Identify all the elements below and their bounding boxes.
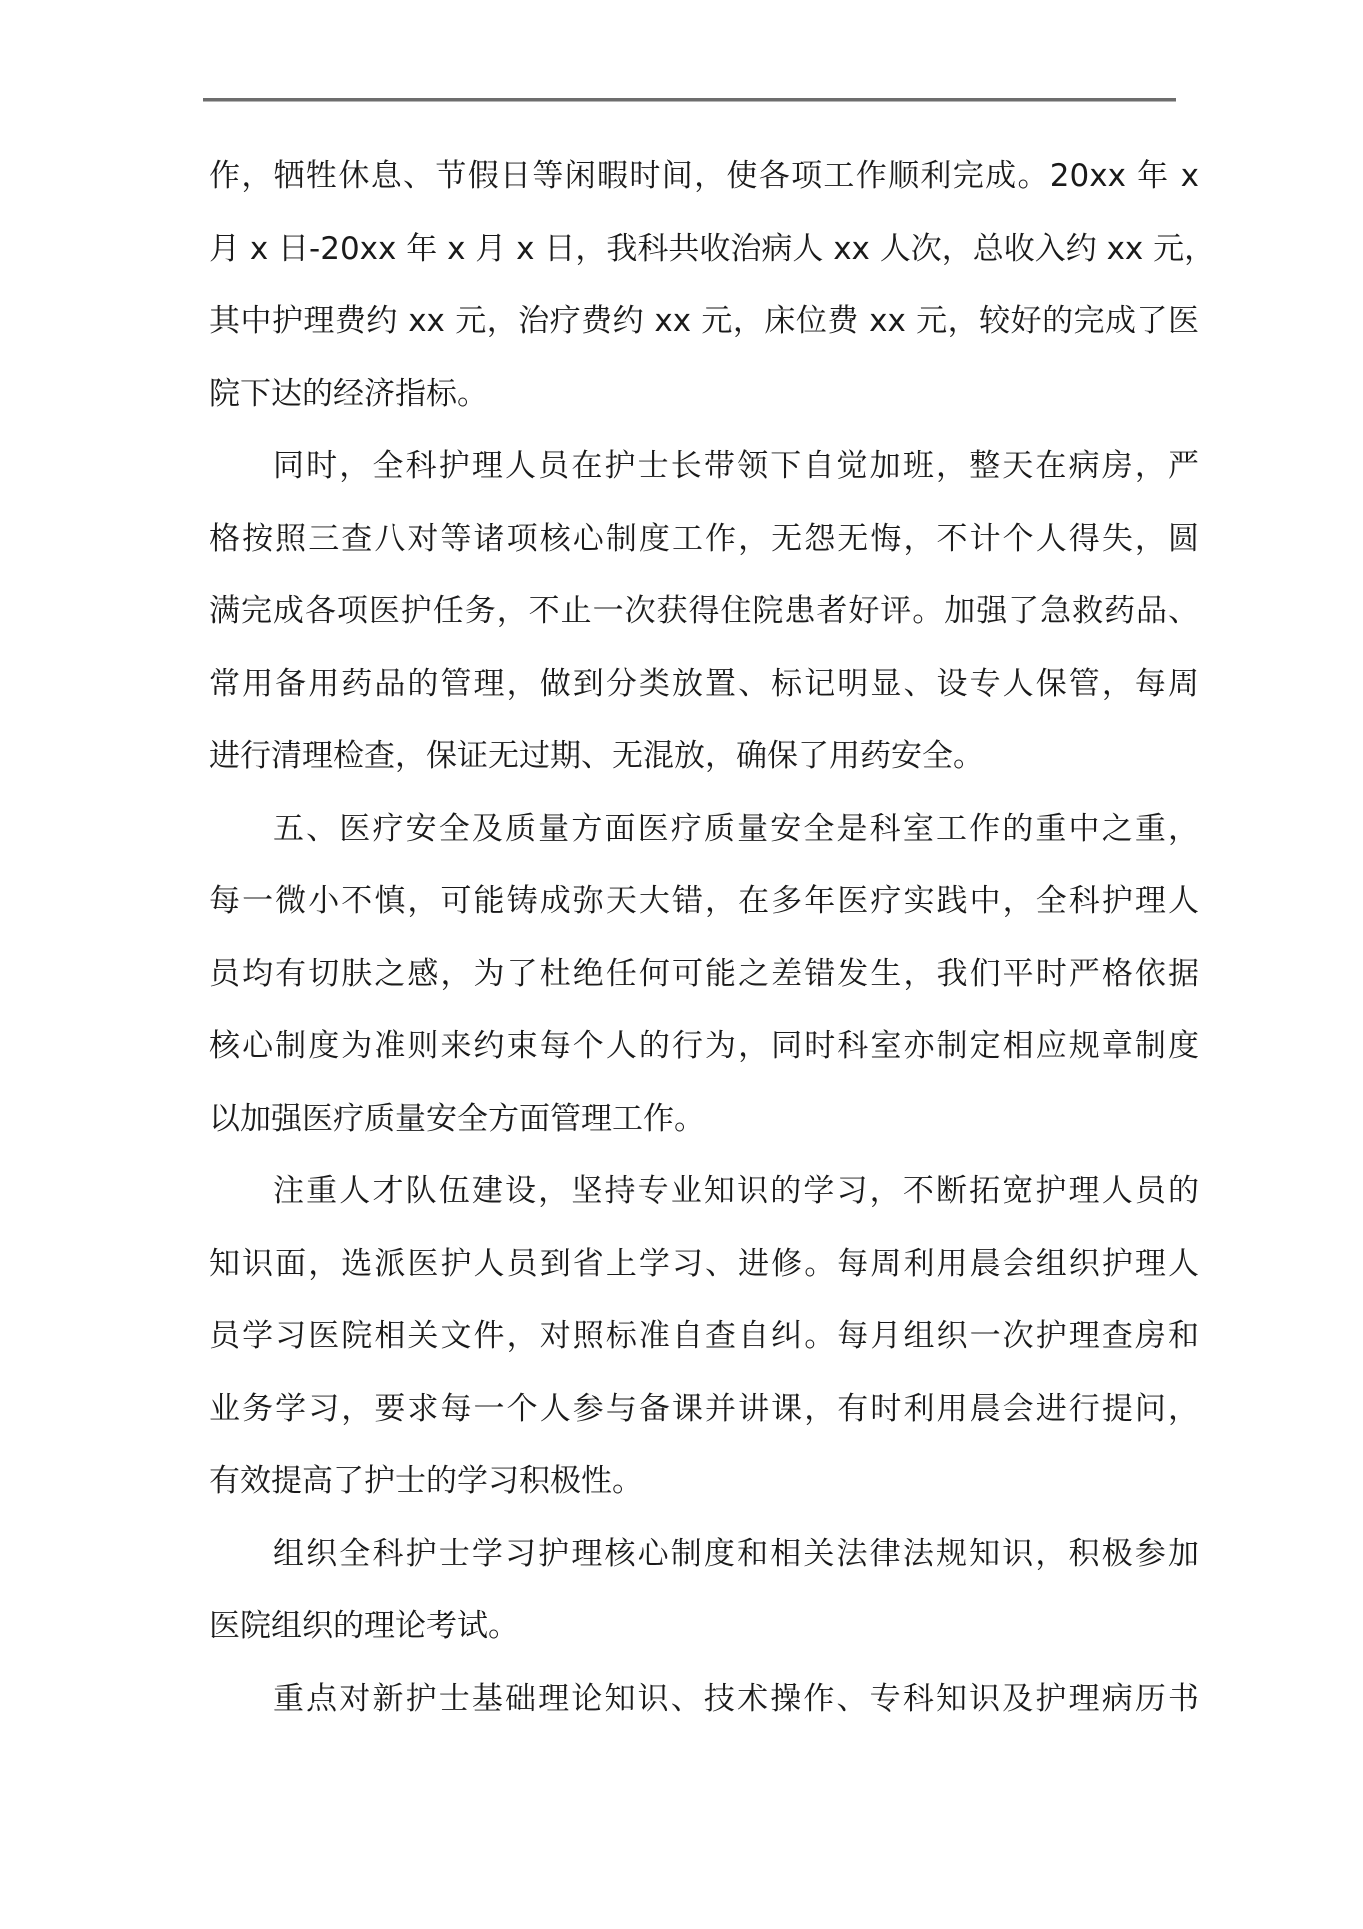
text-line: 员学习医院相关文件，对照标准自查自纠。每月组织一次护理查房和 xyxy=(209,1318,1199,1354)
text-line: 月 x 日-20xx 年 x 月 x 日，我科共收治病人 xx 人次，总收入约 xx 元， xyxy=(209,230,1216,267)
text-line: 核心制度为准则来约束每个人的行为，同时科室亦制定相应规章制度 xyxy=(209,1028,1199,1064)
text-line: 员均有切肤之感，为了杜绝任何可能之差错发生，我们平时严格依据 xyxy=(209,955,1199,992)
text-line: 院下达的经济指标。 xyxy=(209,375,488,412)
header-rule xyxy=(203,98,1176,102)
text-line: 业务学习，要求每一个人参与备课并讲课，有时利用晨会进行提问， xyxy=(209,1390,1199,1427)
paragraph-first-line: 五、医疗安全及质量方面医疗质量安全是科室工作的重中之重， xyxy=(273,810,1199,847)
paragraph-first-line: 同时，全科护理人员在护士长带领下自觉加班，整天在病房，严 xyxy=(273,448,1199,484)
text-line: 知识面，选派医护人员到省上学习、进修。每周利用晨会组织护理人 xyxy=(209,1245,1199,1282)
text-line: 医院组织的理论考试。 xyxy=(209,1608,519,1644)
paragraph-first-line: 注重人才队伍建设，坚持专业知识的学习，不断拓宽护理人员的 xyxy=(273,1173,1199,1209)
text-line: 有效提高了护士的学习积极性。 xyxy=(209,1463,643,1499)
text-line: 常用备用药品的管理，做到分类放置、标记明显、设专人保管，每周 xyxy=(209,665,1199,702)
text-line: 每一微小不慎，可能铸成弥天大错，在多年医疗实践中，全科护理人 xyxy=(209,883,1199,919)
text-line: 其中护理费约 xx 元，治疗费约 xx 元，床位费 xx 元，较好的完成了医 xyxy=(209,303,1199,339)
text-line: 以加强医疗质量安全方面管理工作。 xyxy=(209,1100,705,1137)
paragraph-first-line: 重点对新护士基础理论知识、技术操作、专科知识及护理病历书 xyxy=(273,1680,1199,1717)
text-line: 进行清理检查，保证无过期、无混放，确保了用药安全。 xyxy=(209,738,984,774)
paragraph-first-line: 组织全科护士学习护理核心制度和相关法律法规知识，积极参加 xyxy=(273,1535,1199,1572)
text-line: 满完成各项医护任务，不止一次获得住院患者好评。加强了急救药品、 xyxy=(209,593,1199,629)
text-line: 作，牺牲休息、节假日等闲暇时间，使各项工作顺利完成。20xx 年 x xyxy=(209,158,1199,194)
text-line: 格按照三查八对等诸项核心制度工作，无怨无悔，不计个人得失，圆 xyxy=(209,520,1199,557)
body-text xyxy=(209,140,1216,1735)
